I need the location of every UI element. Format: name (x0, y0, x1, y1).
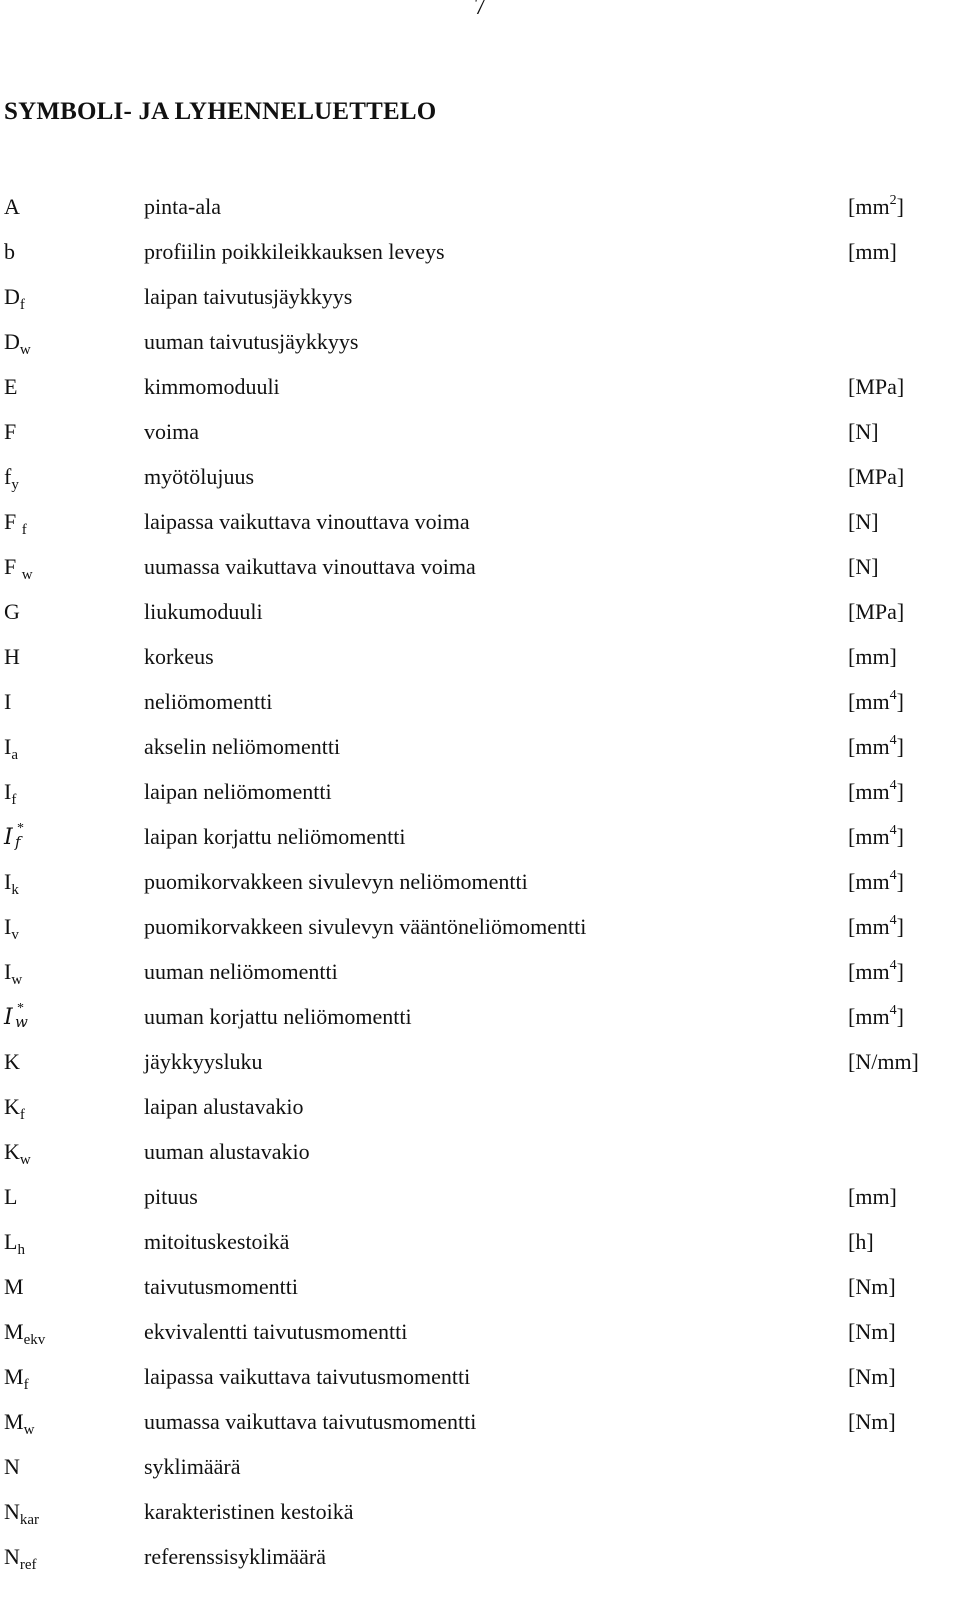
unit-close: ] (896, 869, 904, 894)
symbol (4, 1129, 31, 1178)
symbol (4, 229, 15, 274)
unit-close: ] (896, 194, 904, 219)
symbol-row (0, 769, 960, 814)
symbol (4, 499, 27, 548)
symbol-base: I (4, 869, 12, 894)
symbol-row (0, 1444, 960, 1489)
symbol-row (0, 274, 960, 319)
symbol-row (0, 949, 960, 994)
unit-text: [Nm] (848, 1274, 896, 1299)
symbol-unit (848, 769, 904, 818)
unit-text: [Nm] (848, 1319, 896, 1344)
symbol (4, 1039, 20, 1084)
symbol-row (0, 814, 960, 859)
unit-exponent: 2 (889, 193, 897, 208)
symbol-description: kimmomoduuli (144, 374, 280, 399)
symbol-description: puomikorvakkeen sivulevyn neliömomentti (144, 869, 528, 894)
symbol-superscript: * (17, 821, 24, 836)
symbol-unit (848, 1039, 919, 1084)
page-title: SYMBOLI- JA LYHENNELUETTELO (4, 98, 437, 125)
symbol-base: E (4, 374, 18, 399)
symbol (4, 409, 16, 454)
symbol-unit (848, 1219, 874, 1264)
symbol-description: syklimäärä (144, 1454, 241, 1479)
symbol-base: I (4, 1005, 13, 1030)
symbol-unit (848, 1174, 897, 1219)
symbol-subscript: f (11, 792, 17, 808)
page-number: 7 (474, 0, 486, 20)
symbol-description: liukumoduuli (144, 599, 263, 624)
symbol-base: K (4, 1094, 20, 1119)
symbol-row (0, 409, 960, 454)
symbol-base: I (4, 734, 12, 759)
symbol-subscript: f (21, 522, 27, 538)
symbol-row (0, 1399, 960, 1444)
symbol-base: L (4, 1184, 18, 1209)
unit-exponent: 4 (889, 1003, 897, 1018)
unit-close: ] (896, 689, 904, 714)
unit-exponent: 4 (889, 958, 897, 973)
symbol (4, 859, 19, 908)
symbol-row (0, 859, 960, 904)
symbol-superscript: * (17, 1001, 24, 1016)
symbol-subscript: w (23, 1422, 35, 1438)
symbol-description: laipan alustavakio (144, 1094, 304, 1119)
symbol-row (0, 1309, 960, 1354)
symbol-unit (848, 544, 879, 589)
symbol-row (0, 1129, 960, 1174)
symbol-description: laipassa vaikuttava taivutusmomentti (144, 1364, 471, 1389)
symbol-unit (848, 1264, 896, 1309)
symbol-description: uumassa vaikuttava vinouttava voima (144, 554, 476, 579)
unit-close: ] (896, 1004, 904, 1029)
symbol-subscript: w (11, 972, 23, 988)
symbol-subscript: w (21, 567, 33, 583)
symbol-row (0, 724, 960, 769)
symbol (4, 1264, 24, 1309)
symbol-row (0, 589, 960, 634)
symbol-unit (848, 229, 897, 274)
symbol-row (0, 1534, 960, 1579)
symbol (4, 634, 20, 679)
unit-text: [mm (848, 734, 890, 759)
symbol-base: N (4, 1544, 20, 1569)
symbol-unit (848, 904, 904, 953)
symbol-row (0, 904, 960, 949)
symbol-description: neliömomentti (144, 689, 273, 714)
symbol-base: F (4, 554, 22, 579)
symbol-base: M (4, 1274, 24, 1299)
symbol-subscript: f (15, 833, 21, 851)
symbol-base: F (4, 419, 17, 444)
symbol-base: K (4, 1049, 20, 1074)
symbol-subscript: y (11, 477, 19, 493)
symbol-unit (848, 184, 904, 233)
unit-text: [mm (848, 869, 890, 894)
symbol (4, 1444, 20, 1489)
unit-text: [mm (848, 194, 890, 219)
symbol-row (0, 1084, 960, 1129)
symbol-description: mitoituskestoikä (144, 1229, 290, 1254)
symbol-subscript: f (19, 1107, 25, 1123)
unit-text: [h] (848, 1229, 874, 1254)
symbol-base: H (4, 644, 20, 669)
symbol-base: f (4, 464, 12, 489)
symbol-description: ekvivalentti taivutusmomentti (144, 1319, 408, 1344)
symbol-row (0, 544, 960, 589)
unit-text: [N] (848, 509, 879, 534)
symbol-description: profiilin poikkileikkauksen leveys (144, 239, 445, 264)
symbol-unit (848, 814, 904, 863)
symbol-description: voima (144, 419, 199, 444)
unit-exponent: 4 (889, 868, 897, 883)
symbol-description: jäykkyysluku (144, 1049, 263, 1074)
symbol (4, 814, 24, 860)
unit-text: [mm (848, 779, 890, 804)
unit-text: [mm (848, 914, 890, 939)
unit-text: [mm (848, 959, 890, 984)
symbol (4, 589, 20, 634)
unit-close: ] (896, 959, 904, 984)
unit-text: [MPa] (848, 374, 905, 399)
unit-exponent: 4 (889, 733, 897, 748)
symbol (4, 364, 17, 409)
symbol (4, 1219, 25, 1268)
symbol-description: karakteristinen kestoikä (144, 1499, 354, 1524)
symbol (4, 319, 31, 368)
symbol-description: korkeus (144, 644, 214, 669)
symbol-description: laipan taivutusjäykkyys (144, 284, 353, 309)
symbol-unit (848, 454, 904, 499)
symbol (4, 454, 19, 503)
unit-text: [Nm] (848, 1364, 896, 1389)
symbol-base: I (4, 689, 12, 714)
symbol-subscript: h (17, 1242, 25, 1258)
symbol-row (0, 1264, 960, 1309)
symbol-description: uuman korjattu neliömomentti (144, 1004, 412, 1029)
symbol (4, 184, 20, 229)
symbol-description: referenssisyklimäärä (144, 1544, 327, 1569)
symbol (4, 1399, 34, 1448)
symbol-row (0, 634, 960, 679)
symbol-base: D (4, 329, 20, 354)
symbol-description: taivutusmomentti (144, 1274, 298, 1299)
symbol-subscript: f (19, 297, 25, 313)
symbol (4, 1174, 17, 1219)
symbol-list (0, 184, 960, 1579)
symbol-base: N (4, 1499, 20, 1524)
symbol (4, 904, 19, 953)
symbol-unit (848, 859, 904, 908)
symbol-description: puomikorvakkeen sivulevyn vääntöneliömomentti (144, 914, 587, 939)
symbol-base: M (4, 1364, 24, 1389)
unit-text: [MPa] (848, 464, 905, 489)
symbol-base: M (4, 1319, 24, 1344)
unit-exponent: 4 (889, 778, 897, 793)
symbol-base: I (4, 914, 12, 939)
unit-text: [mm] (848, 644, 897, 669)
symbol (4, 994, 28, 1040)
symbol-base: b (4, 239, 15, 264)
symbol-description: pituus (144, 1184, 198, 1209)
symbol (4, 769, 16, 818)
symbol-row (0, 1489, 960, 1534)
symbol (4, 724, 18, 773)
symbol-unit (848, 634, 897, 679)
symbol-base: D (4, 284, 20, 309)
symbol-base: I (4, 779, 12, 804)
symbol-unit (848, 1354, 896, 1399)
unit-close: ] (896, 779, 904, 804)
unit-close: ] (896, 734, 904, 759)
symbol-description: laipassa vaikuttava vinouttava voima (144, 509, 470, 534)
symbol-subscript: v (11, 927, 19, 943)
symbol-base: K (4, 1139, 20, 1164)
symbol-unit (848, 1399, 896, 1444)
symbol-subscript: w (15, 1013, 28, 1031)
symbol-row (0, 1354, 960, 1399)
symbol-base: A (4, 194, 20, 219)
symbol-subscript: ref (19, 1557, 37, 1573)
symbol (4, 544, 33, 593)
symbol-description: laipan korjattu neliömomentti (144, 824, 406, 849)
symbol-subscript: ekv (23, 1332, 46, 1348)
symbol-subscript: k (11, 882, 19, 898)
symbol-row (0, 1039, 960, 1084)
symbol-unit (848, 1309, 896, 1354)
unit-text: [N] (848, 419, 879, 444)
symbol-description: laipan neliömomentti (144, 779, 332, 804)
unit-text: [Nm] (848, 1409, 896, 1434)
symbol-row (0, 229, 960, 274)
symbol-unit (848, 994, 904, 1043)
symbol (4, 274, 25, 323)
symbol-subscript: a (11, 747, 18, 763)
symbol-description: uuman taivutusjäykkyys (144, 329, 359, 354)
unit-text: [N/mm] (848, 1049, 919, 1074)
symbol-unit (848, 679, 904, 728)
symbol-row (0, 319, 960, 364)
symbol-unit (848, 499, 879, 544)
symbol-row (0, 454, 960, 499)
unit-exponent: 4 (889, 913, 897, 928)
unit-text: [mm (848, 689, 890, 714)
symbol-subscript: w (19, 1152, 31, 1168)
symbol-unit (848, 949, 904, 998)
symbol-row (0, 1219, 960, 1264)
symbol-unit (848, 589, 904, 634)
symbol-row (0, 994, 960, 1039)
symbol-description: akselin neliömomentti (144, 734, 341, 759)
symbol (4, 1534, 37, 1583)
unit-text: [N] (848, 554, 879, 579)
unit-close: ] (896, 824, 904, 849)
symbol (4, 1489, 39, 1538)
symbol-description: uuman alustavakio (144, 1139, 310, 1164)
symbol-row (0, 364, 960, 409)
symbol-description: pinta-ala (144, 194, 221, 219)
symbol-unit (848, 409, 879, 454)
symbol-base: M (4, 1409, 24, 1434)
symbol-unit (848, 724, 904, 773)
symbol-description: myötölujuus (144, 464, 255, 489)
symbol-subscript: w (19, 342, 31, 358)
symbol-unit (848, 364, 904, 409)
unit-exponent: 4 (889, 823, 897, 838)
unit-text: [MPa] (848, 599, 905, 624)
symbol-description: uuman neliömomentti (144, 959, 338, 984)
unit-text: [mm (848, 1004, 890, 1029)
symbol-base: F (4, 509, 22, 534)
unit-close: ] (896, 914, 904, 939)
symbol-row (0, 499, 960, 544)
symbol-base: N (4, 1454, 20, 1479)
symbol-base: I (4, 825, 13, 850)
symbol-row (0, 1174, 960, 1219)
symbol-base: L (4, 1229, 18, 1254)
symbol (4, 679, 11, 724)
symbol-subscript: f (23, 1377, 29, 1393)
symbol-base: G (4, 599, 20, 624)
unit-text: [mm (848, 824, 890, 849)
symbol-row (0, 679, 960, 724)
symbol-row (0, 184, 960, 229)
symbol-description: uumassa vaikuttava taivutusmomentti (144, 1409, 477, 1434)
unit-text: [mm] (848, 239, 897, 264)
symbol-base: I (4, 959, 12, 984)
symbol-subscript: kar (19, 1512, 40, 1528)
symbol (4, 1354, 29, 1403)
unit-text: [mm] (848, 1184, 897, 1209)
symbol (4, 1309, 45, 1358)
unit-exponent: 4 (889, 688, 897, 703)
symbol (4, 1084, 25, 1133)
